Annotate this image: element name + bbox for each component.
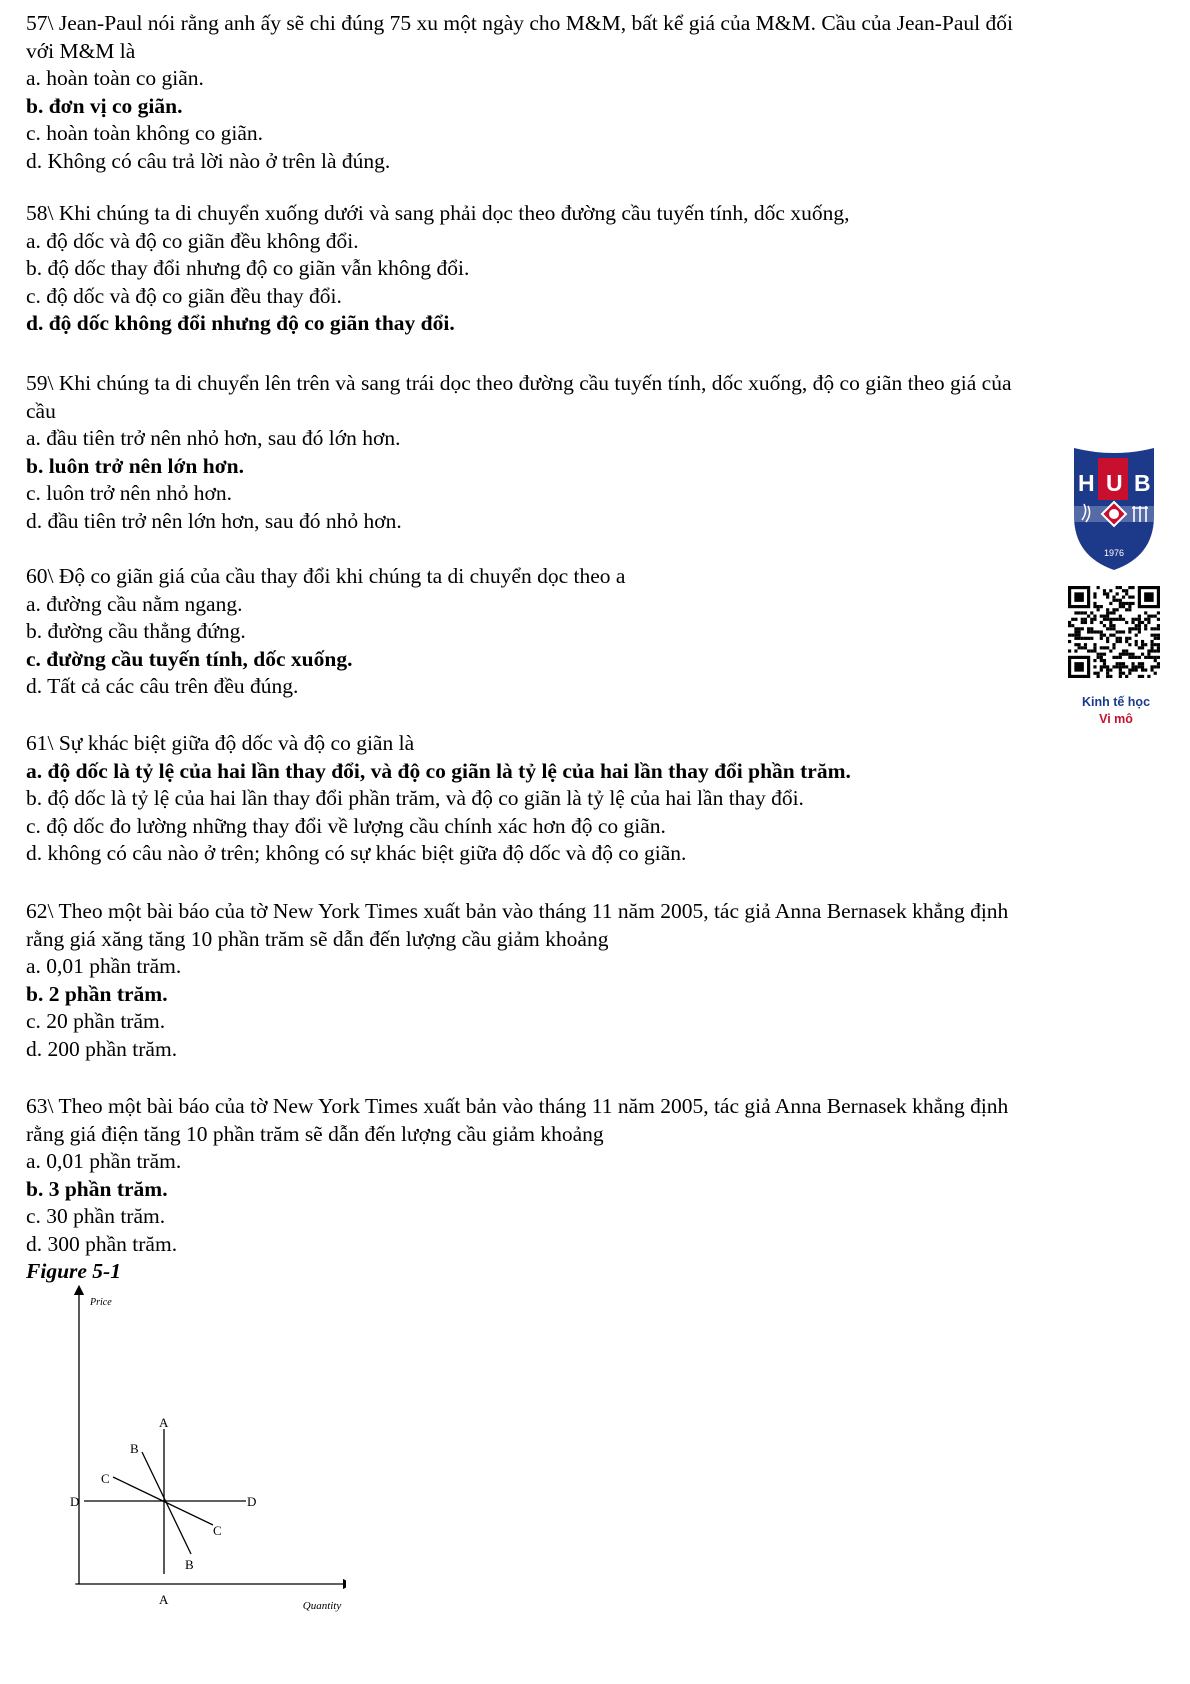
- answer-option: a. đường cầu nằm ngang.: [26, 591, 243, 616]
- question-stem-line: 57\ Jean-Paul nói rằng anh ấy sẽ chi đúng 75 xu một ngày cho M&M, bất kể giá của M&M. Cầu của Jean-Paul đối: [26, 11, 1014, 35]
- answer-option: a. hoàn toàn co giãn.: [26, 66, 204, 90]
- answer-option-correct: d. độ dốc không đổi nhưng độ co giãn thay đổi.: [26, 311, 455, 335]
- question-stem-line: rằng giá điện tăng 10 phần trăm sẽ dẫn đến lượng cầu giảm khoảng: [26, 1121, 604, 1146]
- answer-option: c. luôn trở nên nhỏ hơn.: [26, 481, 233, 505]
- answer-option: d. Không có câu trả lời nào ở trên là đúng.: [26, 148, 391, 173]
- logo-letter-u: U: [1106, 470, 1123, 496]
- answer-option: c. 30 phần trăm.: [26, 1204, 166, 1228]
- figure-title: Figure 5-1: [26, 1259, 121, 1283]
- question-stem-line: 63\ Theo một bài báo của tờ New York Times xuất bản vào tháng 11 năm 2005, tác giả Anna Bernasek khẳng định: [26, 1094, 1009, 1118]
- qr-code-icon: [1068, 586, 1160, 678]
- answer-option-correct: c. đường cầu tuyến tính, dốc xuống.: [26, 646, 353, 671]
- answer-option: c. hoàn toàn không co giãn.: [26, 121, 264, 145]
- logo-caption-line2: Vi mô: [1099, 712, 1133, 726]
- answer-option-correct: a. độ dốc là tỷ lệ của hai lần thay đổi, và độ co giãn là tỷ lệ của hai lần thay đổi phần trăm.: [26, 758, 851, 783]
- question-62: [26, 898, 1008, 1063]
- question-57: [26, 10, 1013, 175]
- y-axis-label: Price: [90, 1297, 112, 1308]
- question-61: [26, 730, 851, 868]
- x-axis-label: Quantity: [302, 1600, 342, 1612]
- answer-option: d. không có câu nào ở trên; không có sự khác biệt giữa độ dốc và độ co giãn.: [26, 841, 687, 865]
- answer-option: c. độ dốc và độ co giãn đều thay đổi.: [26, 283, 342, 308]
- answer-option: d. đầu tiên trở nên lớn hơn, sau đó nhỏ hơn.: [26, 508, 402, 533]
- label-b-top: B: [130, 1441, 139, 1456]
- question-59: [26, 370, 1011, 535]
- answer-option: d. Tất cả các câu trên đều đúng.: [26, 674, 299, 698]
- answer-option: d. 200 phần trăm.: [26, 1036, 178, 1061]
- answer-option: b. đường cầu thẳng đứng.: [26, 619, 246, 643]
- question-60: [26, 563, 625, 701]
- question-58: [26, 200, 849, 338]
- answer-option-correct: b. luôn trở nên lớn hơn.: [26, 453, 244, 478]
- answer-option-correct: b. đơn vị co giãn.: [26, 93, 183, 118]
- question-stem-line: 60\ Độ co giãn giá của cầu thay đổi khi chúng ta di chuyển dọc theo a: [26, 564, 626, 588]
- question-stem-line: 58\ Khi chúng ta di chuyển xuống dưới và sang phải dọc theo đường cầu tuyến tính, dốc xuống,: [26, 201, 850, 225]
- demand-curves-diagram: [26, 1284, 346, 1614]
- question-stem-line: 61\ Sự khác biệt giữa độ dốc và độ co giãn là: [26, 731, 415, 755]
- logo-letter-b: B: [1134, 470, 1151, 496]
- answer-option: b. độ dốc thay đổi nhưng độ co giãn vẫn không đổi.: [26, 256, 470, 280]
- question-stem-line: cầu: [26, 398, 56, 423]
- answer-option: d. 300 phần trăm.: [26, 1231, 178, 1256]
- answer-option: c. 20 phần trăm.: [26, 1009, 166, 1033]
- label-d-right: D: [247, 1494, 257, 1509]
- label-a-bottom: A: [159, 1592, 169, 1607]
- answer-option: a. 0,01 phần trăm.: [26, 954, 182, 978]
- logo-caption-line1: Kinh tế học: [1081, 695, 1151, 709]
- question-63: [26, 1093, 1008, 1258]
- label-a-top: A: [159, 1415, 169, 1430]
- question-stem-line: 62\ Theo một bài báo của tờ New York Times xuất bản vào tháng 11 năm 2005, tác giả Anna Bernasek khẳng định: [26, 899, 1009, 923]
- label-b-bottom: B: [185, 1557, 194, 1572]
- hub-logo: [1066, 444, 1162, 579]
- label-c-bottom: C: [213, 1523, 222, 1538]
- figure-5-1: [26, 1258, 346, 1614]
- answer-option: a. độ dốc và độ co giãn đều không đổi.: [26, 228, 359, 253]
- logo-year: 1976: [1103, 548, 1125, 558]
- question-stem-line: rằng giá xăng tăng 10 phần trăm sẽ dẫn đến lượng cầu giảm khoảng: [26, 926, 609, 951]
- label-c-top: C: [101, 1471, 110, 1486]
- logo-letter-h: H: [1078, 470, 1095, 496]
- logo-caption: [1066, 694, 1166, 728]
- answer-option: a. đầu tiên trở nên nhỏ hơn, sau đó lớn hơn.: [26, 426, 401, 450]
- answer-option-correct: b. 3 phần trăm.: [26, 1176, 168, 1201]
- question-stem-line: 59\ Khi chúng ta di chuyển lên trên và sang trái dọc theo đường cầu tuyến tính, dốc xuống, độ co giãn theo giá của: [26, 371, 1012, 395]
- answer-option: b. độ dốc là tỷ lệ của hai lần thay đổi phần trăm, và độ co giãn là tỷ lệ của hai lần thay đổi.: [26, 786, 804, 810]
- question-stem-line: với M&M là: [26, 38, 136, 63]
- answer-option: c. độ dốc đo lường những thay đổi về lượng cầu chính xác hơn độ co giãn.: [26, 813, 666, 838]
- answer-option-correct: b. 2 phần trăm.: [26, 981, 168, 1006]
- label-d-left: D: [70, 1494, 80, 1509]
- answer-option: a. 0,01 phần trăm.: [26, 1149, 182, 1173]
